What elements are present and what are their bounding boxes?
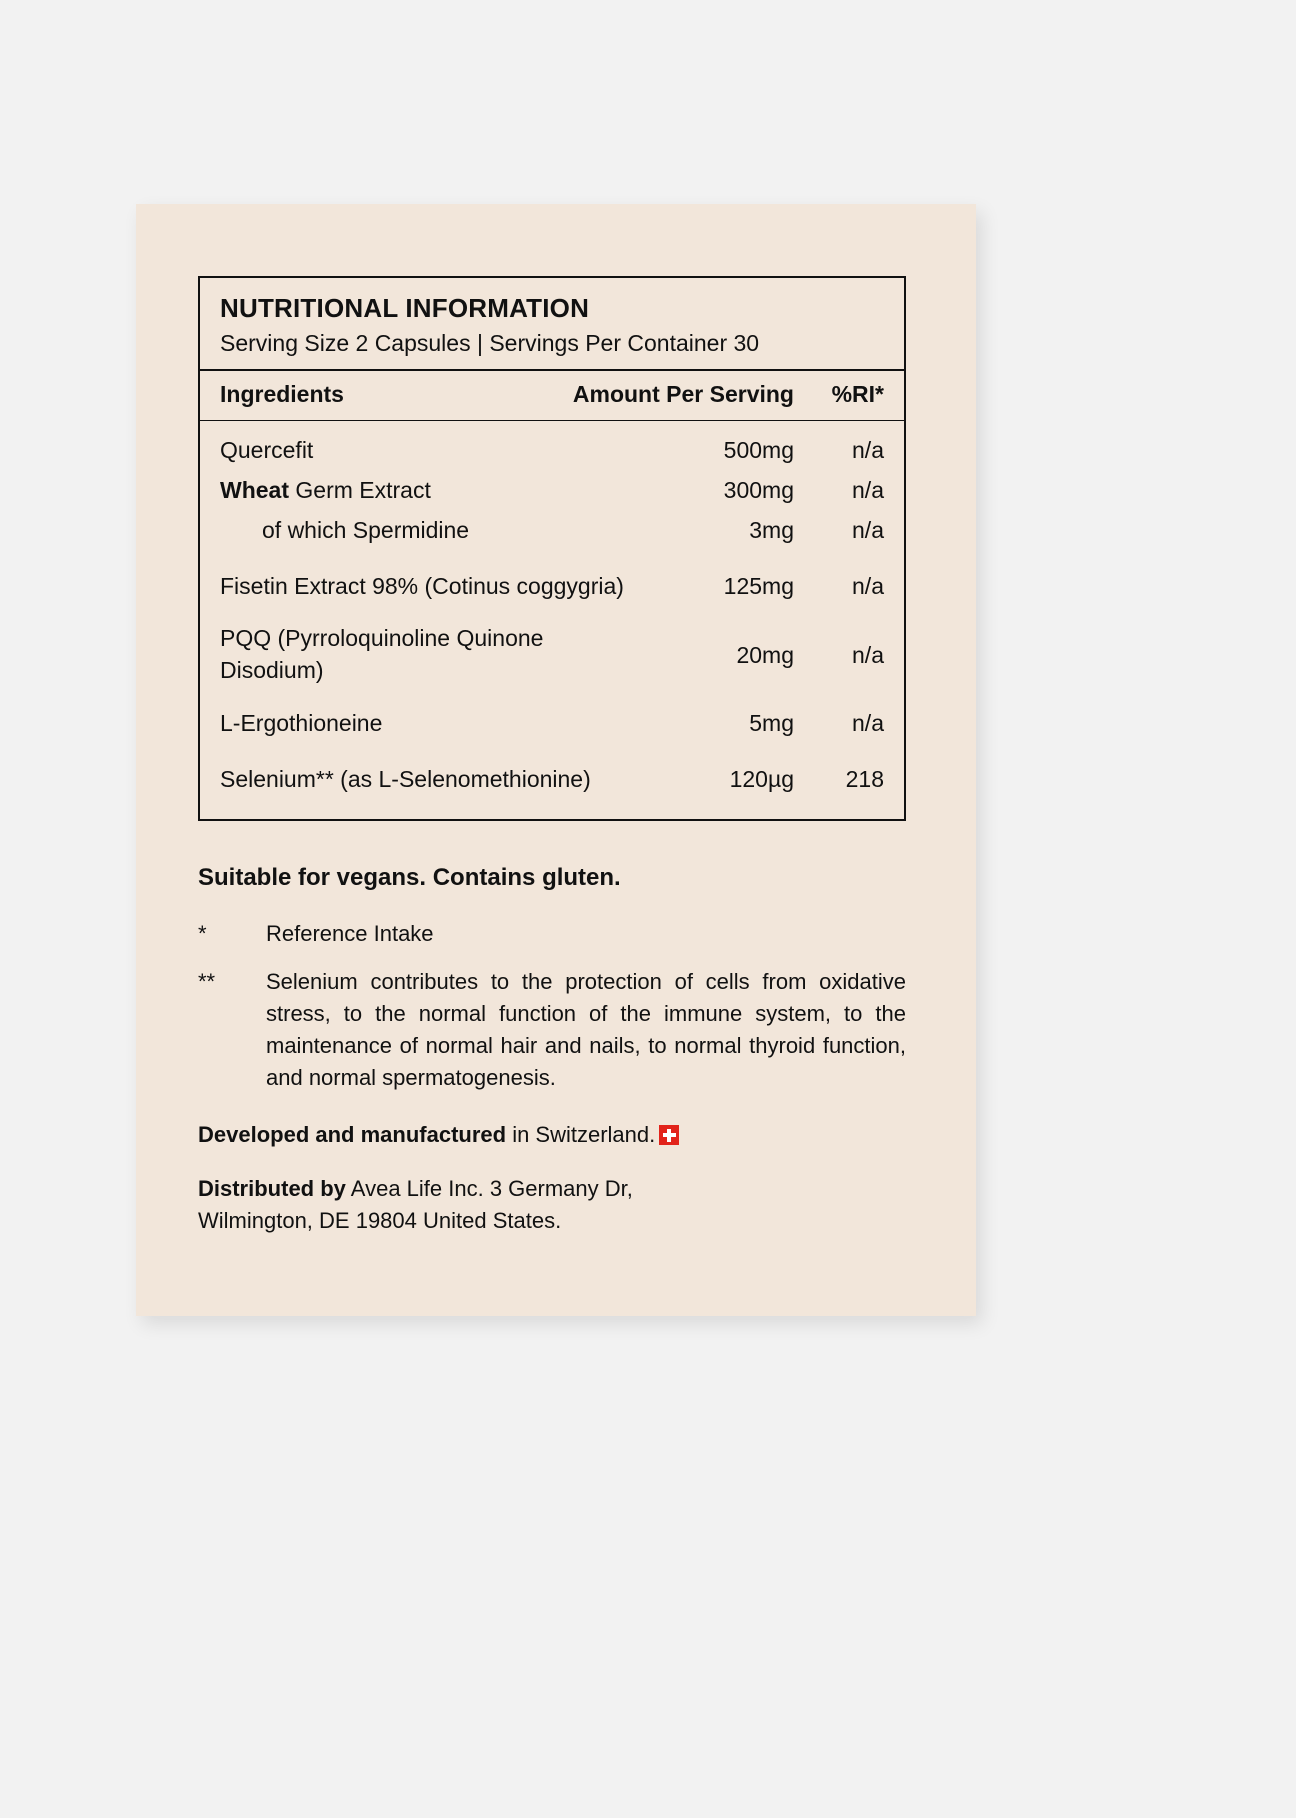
ingredient-name: Selenium** (as L-Selenomethionine) [220,766,591,793]
ingredient-name-rest: Germ Extract [289,476,431,503]
ingredient-amount: 500mg [723,436,794,463]
column-header-ingredients: Ingredients [220,381,344,408]
distributor-label: Distributed by [198,1176,346,1202]
footnote-mark: ** [198,968,216,994]
supplement-label-panel [136,204,976,1316]
table-row [220,567,884,605]
table-row [220,431,884,469]
nutrition-information-table [198,276,906,821]
manufacturing-origin [198,1119,906,1151]
ingredient-ri: n/a [852,436,884,463]
ingredient-rows [200,421,904,818]
ingredient-amount: 5mg [749,710,794,737]
footnote-single-asterisk [198,918,906,950]
ingredient-ri: n/a [852,476,884,503]
ingredient-ri: n/a [852,516,884,543]
column-header-ri: %RI* [831,381,884,408]
footnote-mark: * [198,921,207,946]
footnote-text: Selenium contributes to the protection of cells from oxidative stress, to the normal function of the immune system, to the maintenance of normal hair and nails, to normal thyroid function, and normal spermatogenesis. [266,968,906,1090]
table-row [220,623,884,686]
manufacturing-origin-bold: Developed and manufactured [198,1122,507,1148]
label-notes [198,864,906,1237]
table-column-headers [200,371,904,421]
ingredient-name-bold: Wheat [220,476,289,503]
ingredient-ri: n/a [852,572,884,599]
ingredient-name: of which Spermidine [262,516,470,543]
table-row [220,471,884,509]
serving-info: Serving Size 2 Capsules | Servings Per Container 30 [220,329,760,356]
ingredient-amount: 300mg [723,476,794,503]
distributor-info [198,1173,906,1237]
table-row [220,705,884,743]
distributor-address-line2: Wilmington, DE 19804 United States. [198,1208,562,1234]
footnote-double-asterisk [198,966,906,1094]
table-row [220,761,884,799]
page-title: NUTRITIONAL INFORMATION [220,293,590,323]
footnote-text: Reference Intake [266,921,434,946]
ingredient-name: Quercefit [220,436,314,463]
ingredient-name: PQQ (Pyrroloquinoline Quinone Disodium) [220,625,544,684]
ingredient-ri: n/a [852,641,884,668]
ingredient-ri: n/a [852,710,884,737]
ingredient-name: L-Ergothioneine [220,710,383,737]
ingredient-amount: 3mg [749,516,794,543]
ingredient-name [220,475,650,507]
manufacturing-origin-rest: in Switzerland. [506,1122,656,1148]
ingredient-name: Fisetin Extract 98% (Cotinus coggygria) [220,572,624,599]
table-row [220,511,884,549]
swiss-flag-icon [659,1125,679,1145]
ingredient-amount: 125mg [723,572,794,599]
nutrition-table-header [200,278,904,371]
ingredient-amount: 120µg [729,766,794,793]
vegan-gluten-note: Suitable for vegans. Contains gluten. [198,864,621,891]
column-header-amount: Amount Per Serving [572,381,794,408]
ingredient-amount: 20mg [736,641,794,668]
ingredient-ri: 218 [845,766,884,793]
distributor-address-line1: Avea Life Inc. 3 Germany Dr, [345,1176,633,1202]
